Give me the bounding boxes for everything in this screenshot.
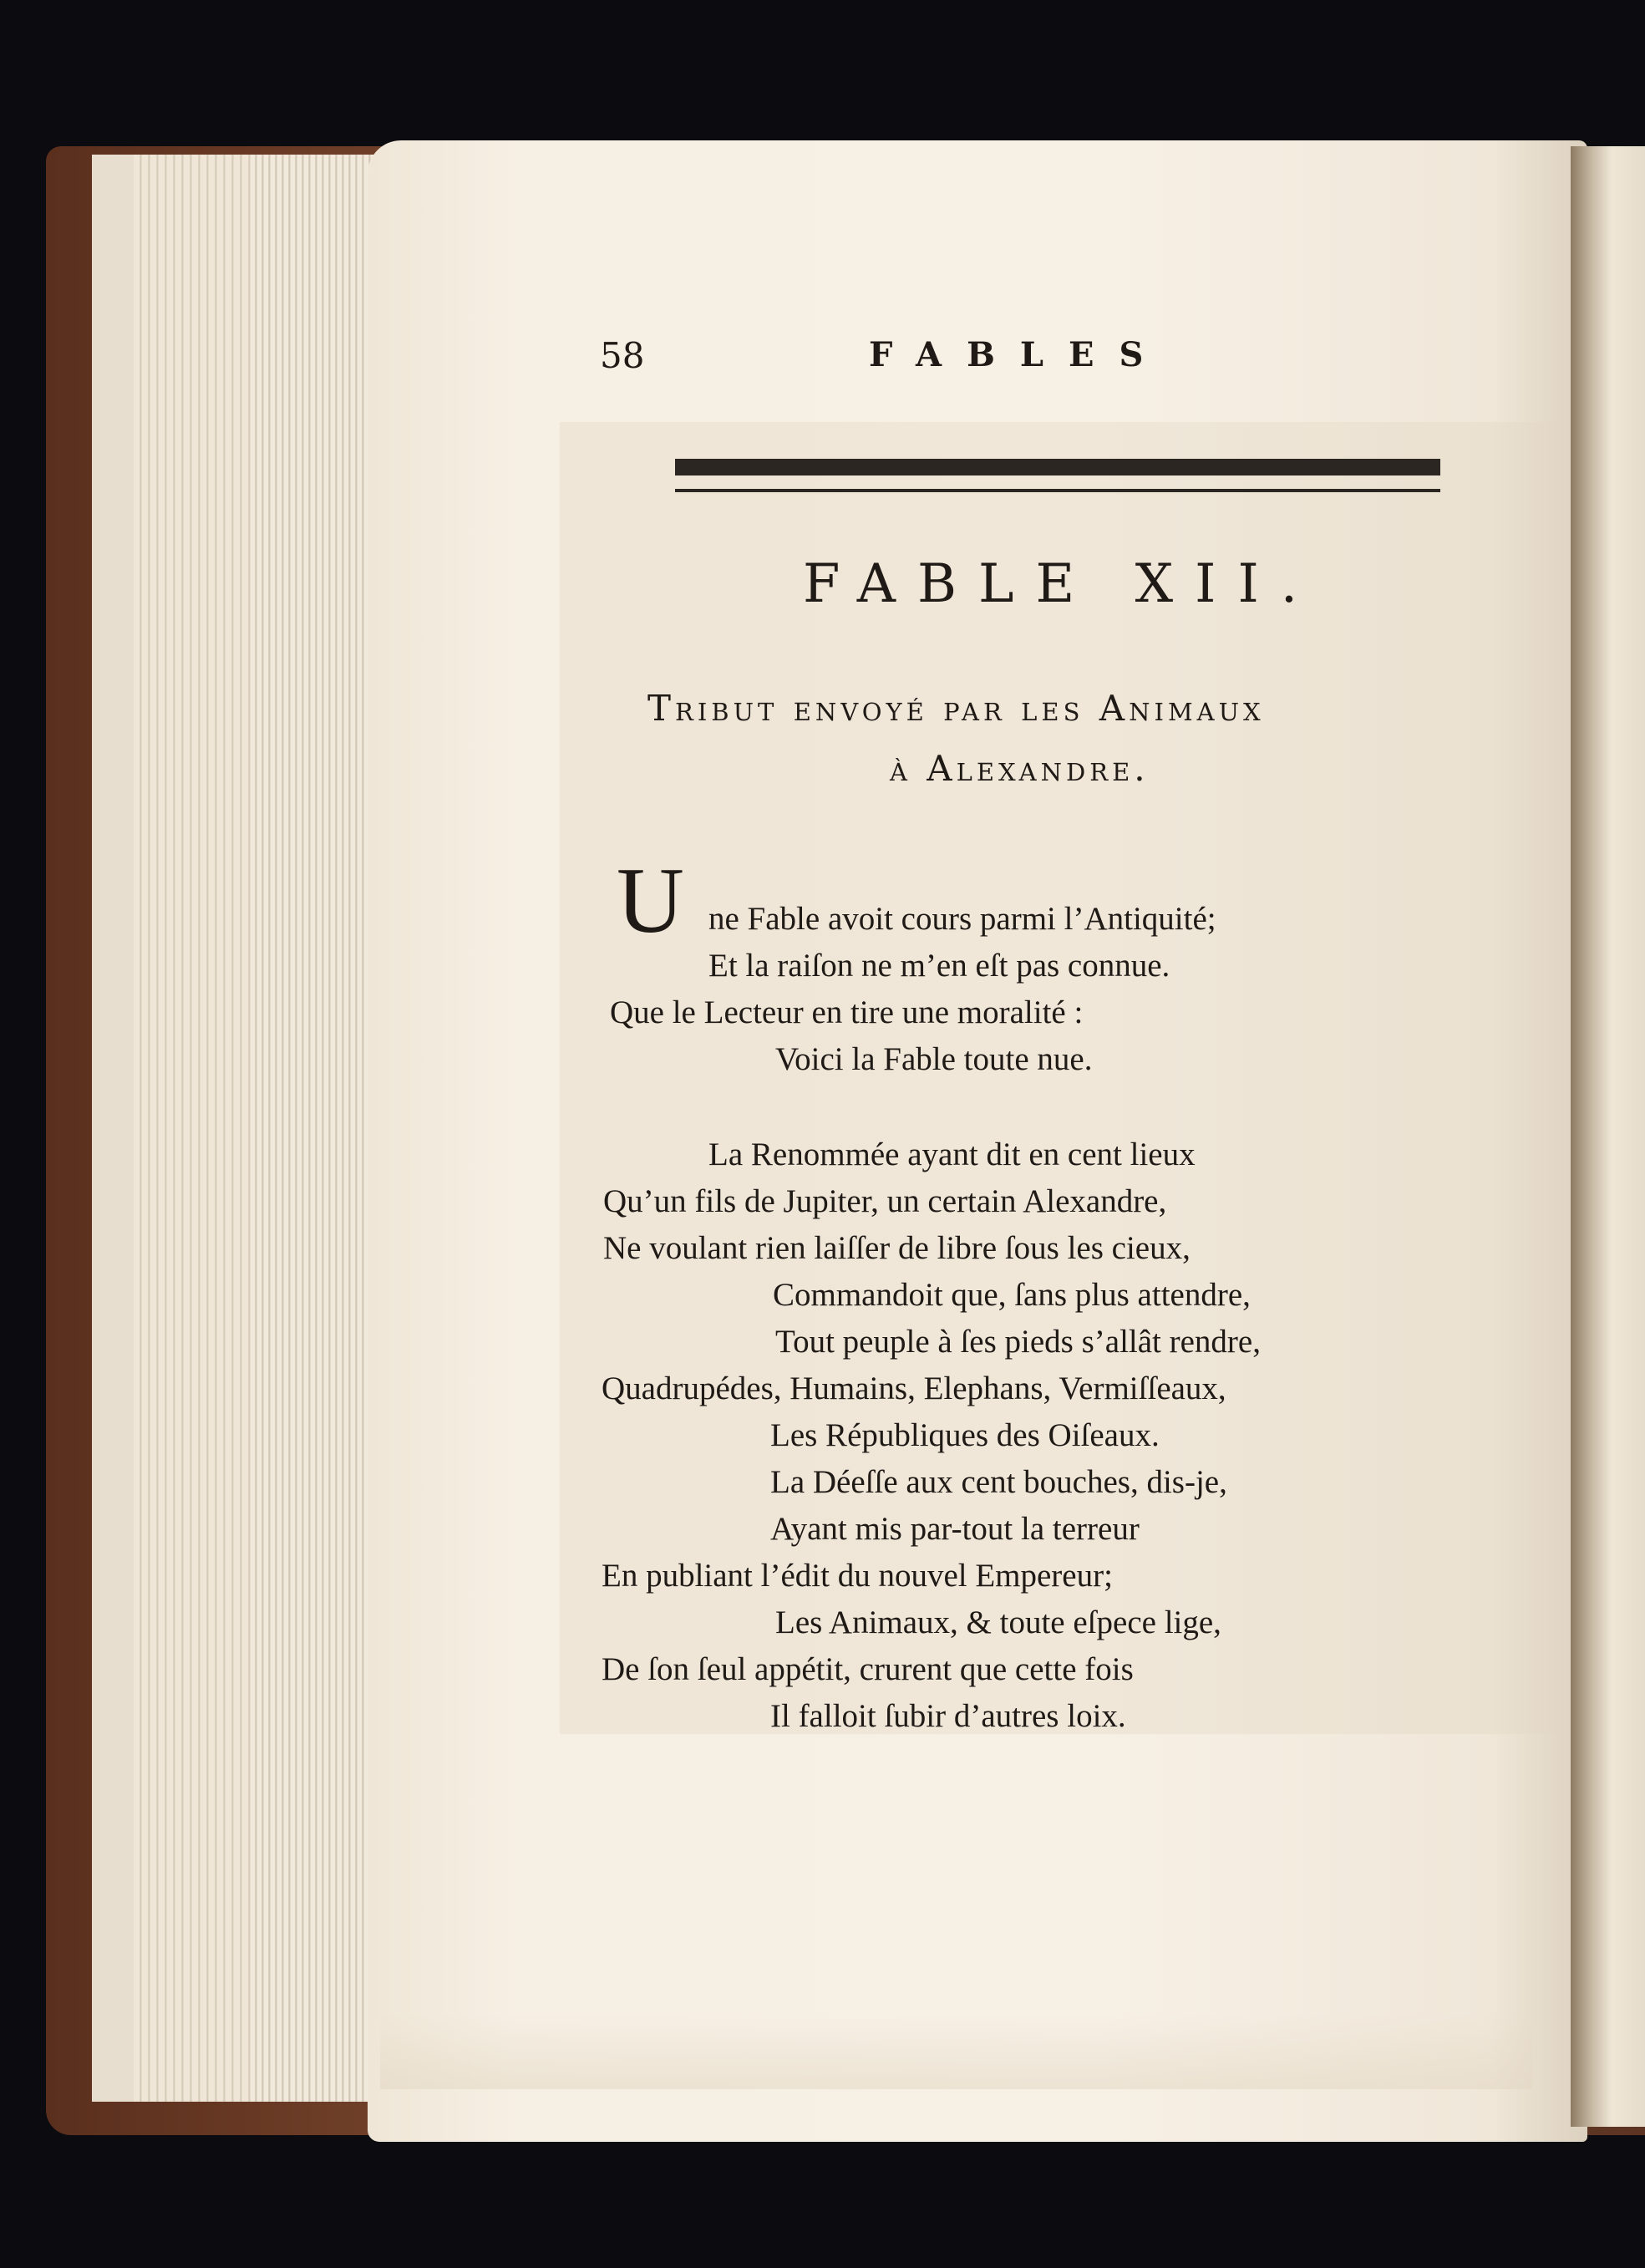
page-bottom-shading [380,2014,1533,2089]
fable-subtitle-line-1: Tribut envoyé par les Animaux [647,688,1265,729]
verse-line-12: La Déeſſe aux cent bouches, dis-je, [770,1464,1227,1500]
verse-line-11: Les Républiques des Oiſeaux. [770,1417,1160,1453]
verse-line-17: Il falloit ſubir d’autres loix. [770,1698,1126,1734]
page-number: 58 [600,335,645,376]
verse-line-3: Que le Lecteur en tire une moralité : [610,994,1084,1030]
fable-title: FABLE XII. [802,553,1320,615]
verse-line-9: Tout peuple à ſes pieds s’allât rendre, [775,1324,1261,1360]
verse-line-5: La Renommée ayant dit en cent lieux [708,1137,1196,1172]
drop-cap: U [617,849,684,953]
header-rule-thin [675,489,1440,492]
verse-line-16: De ſon ſeul appétit, crurent que cette fois [602,1651,1134,1687]
fable-subtitle-line-2: à Alexandre. [890,748,1150,789]
verse-line-14: En publiant l’édit du nouvel Empereur; [602,1558,1113,1594]
verse-line-8: Commandoit que, ſans plus attendre, [773,1277,1251,1313]
running-head: FABLES [869,335,1169,374]
verse-line-15: Les Animaux, & toute eſpece lige, [775,1604,1221,1640]
verse-line-2: Et la raiſon ne m’en eſt pas connue. [708,948,1170,984]
verse-line-6: Qu’un fils de Jupiter, un certain Alexandre, [603,1183,1167,1219]
book-gutter [1571,146,1645,2127]
header-rule-thick [675,459,1440,475]
verse-line-10: Quadrupédes, Humains, Elephans, Vermiſſeaux, [602,1370,1226,1406]
verse-line-4: Voici la Fable toute nue. [775,1041,1093,1077]
verse-line-7: Ne voulant rien laiſſer de libre ſous les cieux, [603,1230,1191,1266]
page-edges-inner [251,155,384,2102]
verse-line-13: Ayant mis par-tout la terreur [770,1511,1140,1547]
verse-line-1: ne Fable avoit cours parmi l’Antiquité; [708,901,1216,937]
